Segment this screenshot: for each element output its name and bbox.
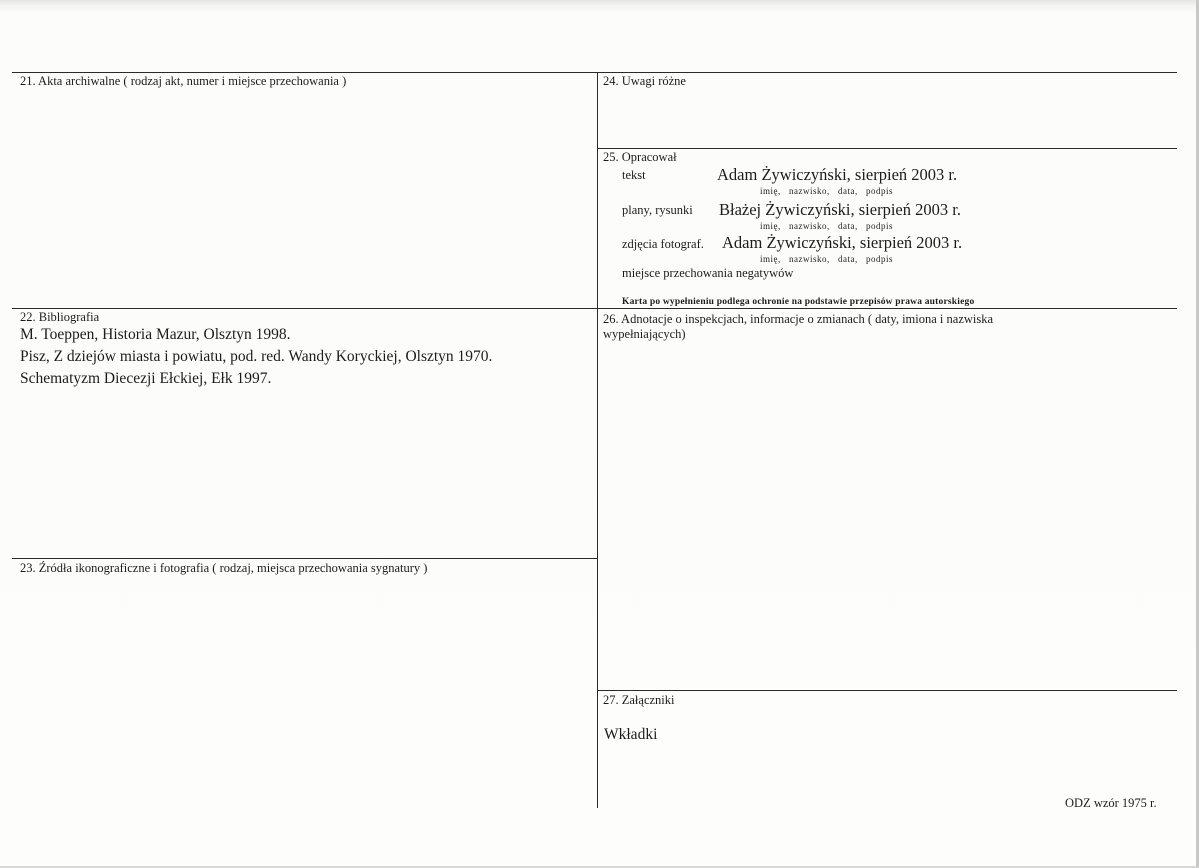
signature-caption-2: imię, nazwisko, data, podpis [760,221,894,231]
bibliography-entry: Pisz, Z dziejów miasta i powiatu, pod. red. Wandy Koryckiej, Olsztyn 1970. [20,348,493,365]
rule-22-23 [12,558,598,559]
section-22-label: 22. Bibliografia [20,310,100,324]
prepared-plans-label: plany, rysunki [622,203,693,217]
section-23-label: 23. Źródła ikonograficzne i fotografia ( rodzaj, miejsca przechowania sygnatury ) [20,561,428,575]
section-26-label-cont: wypełniających) [603,327,686,341]
top-rule [12,72,1177,73]
center-divider [597,72,598,808]
section-25-label: 25. Opracował [603,150,677,164]
attachments-value: Wkładki [604,726,658,743]
form-template-id: ODZ wzór 1975 r. [1065,796,1157,810]
prepared-photos-label: zdjęcia fotograf. [622,237,704,251]
rule-26-27 [598,690,1177,691]
bibliography-entry: Schematyzm Diecezji Ełckiej, Ełk 1997. [20,370,272,387]
copyright-note: Karta po wypełnieniu podlega ochronie na podstawie przepisów prawa autorskiego [622,297,975,307]
rule-24-25 [598,148,1177,149]
negatives-location-label: miejsce przechowania negatywów [622,266,794,280]
prepared-plans-value: Błażej Żywiczyński, sierpień 2003 r. [719,200,961,219]
bibliography-entry: M. Toeppen, Historia Mazur, Olsztyn 1998. [20,326,291,343]
prepared-text-value: Adam Żywiczyński, sierpień 2003 r. [717,165,958,184]
section-24-label: 24. Uwagi różne [603,74,686,88]
rule-21-22 [12,308,1177,309]
signature-caption-1: imię, nazwisko, data, podpis [760,186,894,196]
prepared-text-label: tekst [622,168,646,182]
signature-caption-3: imię, nazwisko, data, podpis [760,254,894,264]
section-26-label: 26. Adnotacje o inspekcjach, informacje o zmianach ( daty, imiona i nazwiska [603,312,994,326]
section-27-label: 27. Załączniki [603,693,675,707]
section-21-label: 21. Akta archiwalne ( rodzaj akt, numer i miejsce przechowania ) [20,74,347,88]
prepared-photos-value: Adam Żywiczyński, sierpień 2003 r. [722,233,963,252]
